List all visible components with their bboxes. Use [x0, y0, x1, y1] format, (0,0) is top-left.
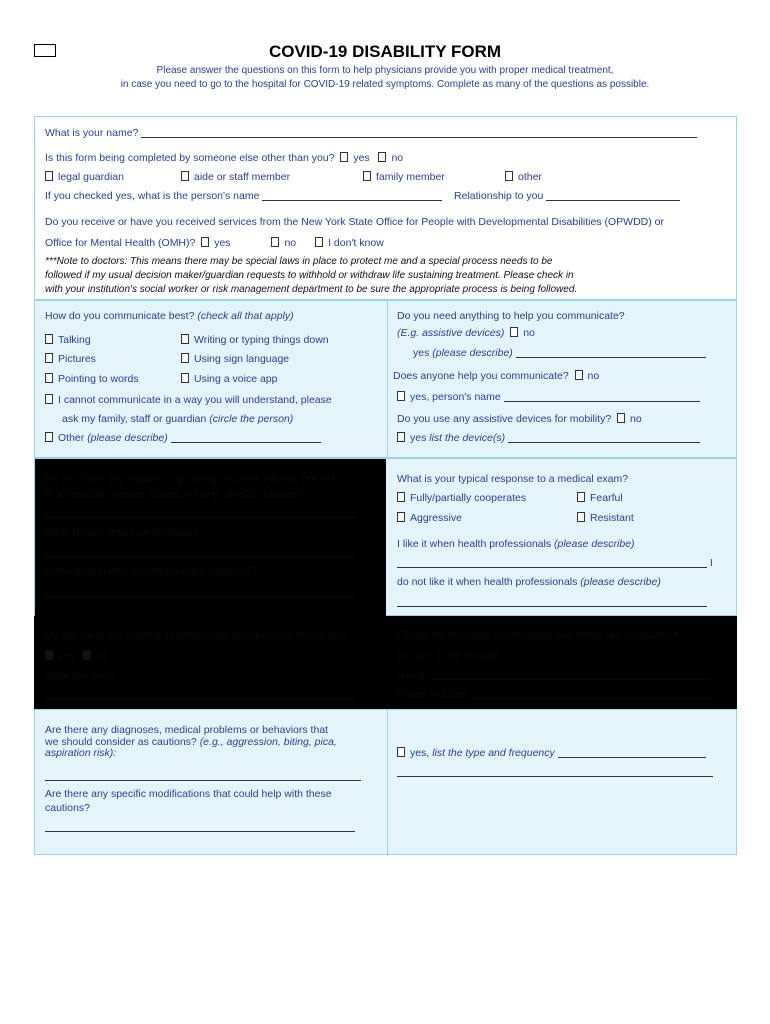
services-yes-label: yes — [214, 237, 231, 249]
dislike-field[interactable] — [397, 596, 707, 607]
need-help-no-label: no — [523, 327, 535, 339]
doctor-name-label: Name — [397, 669, 426, 681]
cooperates-checkbox[interactable] — [397, 492, 405, 502]
mobility-devices-field[interactable] — [508, 432, 700, 443]
caution-hint-2: aspiration risk): — [45, 747, 117, 759]
mobility-question: Do you use any assistive devices for mobility? — [397, 413, 612, 425]
pointing-label: Pointing to words — [58, 373, 139, 385]
doctor-name-field[interactable] — [428, 669, 710, 680]
communication-question: How do you communicate best? — [45, 310, 195, 322]
doctor-note-line-3: with your institution's social worker or risk management department to be sure the appropriate process is being followed. — [45, 284, 578, 295]
cannot-communicate-label: I cannot communicate in a way you will understand, please — [58, 394, 332, 406]
circle-person-hint: (circle the person) — [209, 413, 294, 425]
services-question-line-1: Do you receive or have you received services from the New York State Office for People with Developmental Disabilities (OPWDD) or — [45, 216, 664, 228]
need-help-yes-label: yes — [413, 347, 430, 359]
person-name-question: If you checked yes, what is the person's name — [45, 190, 260, 202]
family-member-label: family member — [376, 171, 445, 183]
writing-checkbox[interactable] — [181, 334, 189, 344]
form-title: COVID-19 DISABILITY FORM — [268, 42, 502, 61]
medical-no-label: no — [96, 650, 108, 662]
response-question: What is your response to triggers? — [45, 527, 205, 539]
mobility-no-label: no — [630, 413, 642, 425]
need-help-describe-hint: (please describe) — [432, 347, 513, 359]
caution-field[interactable] — [45, 770, 361, 781]
doctor-question-line-1: Please list the name of the doctor you would like contacted if — [397, 629, 679, 641]
name-field[interactable] — [141, 127, 697, 138]
caution-hint: (e.g., aggression, biting, pica, — [199, 736, 337, 748]
services-dont-know-checkbox[interactable] — [315, 237, 323, 247]
services-no-label: no — [284, 237, 297, 249]
other-describe-hint: (please describe) — [87, 432, 168, 444]
fearful-checkbox[interactable] — [577, 492, 585, 502]
need-help-question: Do you need anything to help you communicate? — [397, 310, 625, 322]
triggers-field[interactable] — [45, 507, 355, 518]
anyone-helps-question: Does anyone help you communicate? — [393, 370, 569, 382]
sign-language-checkbox[interactable] — [181, 353, 189, 363]
caution-question-line-2: we should consider as cautions? — [45, 736, 197, 748]
modifications-question-line-1: Are there any specific modifications that could help with these — [45, 788, 332, 800]
section-personal-info — [34, 116, 737, 300]
like-label: I like it when health professionals — [397, 538, 552, 550]
mobility-yes-checkbox[interactable] — [397, 432, 405, 442]
relationship-question: Relationship to you — [454, 190, 544, 202]
relationship-field[interactable] — [546, 190, 680, 201]
person-name-label: yes, person's name — [410, 391, 501, 403]
triggers-question: Do you have any triggers — [45, 473, 162, 485]
services-question-line-2: Office for Mental Health (OMH)? — [45, 237, 196, 249]
ask-family-label: ask my family, staff or guardian — [62, 413, 207, 425]
modifications-field[interactable] — [45, 821, 355, 832]
helped-question: How can you best be helped when triggered? — [45, 565, 256, 577]
aggressive-label: Aggressive — [410, 512, 462, 524]
aggressive-checkbox[interactable] — [397, 512, 405, 522]
caution-type-field[interactable] — [558, 747, 706, 758]
like-hint: (please describe) — [554, 538, 635, 550]
voice-app-label: Using a voice app — [194, 373, 278, 385]
sign-language-label: Using sign language — [194, 353, 290, 365]
section-cautions — [34, 709, 737, 855]
person-name-field[interactable] — [262, 190, 442, 201]
exam-question: What is your typical response to a medical exam? — [397, 473, 629, 485]
dont-know-label: I don't know — [328, 237, 384, 249]
someone-else-question: Is this form being completed by someone else other than you? — [45, 152, 335, 164]
legal-guardian-label: legal guardian — [58, 171, 124, 183]
triggers-panel — [35, 459, 386, 616]
other-communication-checkbox[interactable] — [45, 432, 53, 442]
pointing-checkbox[interactable] — [45, 373, 53, 383]
fearful-label: Fearful — [590, 492, 623, 504]
writing-label: Writing or typing things down — [194, 334, 329, 346]
subtitle-line-2: in case you need to go to the hospital for COVID-19 related symptoms. Complete as many of the questions as possible. — [120, 79, 650, 90]
section-communication — [34, 300, 737, 458]
someone-else-yes-checkbox[interactable] — [340, 152, 348, 162]
doctor-note-line-2: followed if my usual decision maker/guardian requests to withhold or withdraw life sustaining treatment. Please check in — [45, 270, 574, 281]
aide-label: aide or staff member — [194, 171, 291, 183]
helped-field[interactable] — [45, 586, 355, 597]
caution-yes-checkbox[interactable] — [397, 747, 405, 757]
dislike-hint: (please describe) — [580, 576, 661, 588]
response-field[interactable] — [45, 546, 355, 557]
cannot-communicate-checkbox[interactable] — [45, 394, 53, 404]
talking-checkbox[interactable] — [45, 334, 53, 344]
services-no-checkbox[interactable] — [271, 237, 279, 247]
section-medical — [34, 616, 737, 709]
like-end-text: I — [709, 557, 713, 569]
dislike-label: do not like it when health professionals — [397, 576, 578, 588]
other-communication-field[interactable] — [171, 432, 321, 443]
triggers-hint-2: of a particular gender, noises, lighting, smells, textures): — [45, 488, 305, 500]
communication-hint: (check all that apply) — [197, 310, 294, 322]
medical-yes-label: yes — [58, 650, 75, 662]
like-field[interactable] — [397, 557, 707, 568]
no-label: no — [391, 152, 404, 164]
caution-yes-label: yes, — [410, 747, 430, 759]
legal-guardian-checkbox[interactable] — [45, 171, 53, 181]
type-frequency-hint: list the type and frequency — [432, 747, 555, 759]
mobility-no-checkbox[interactable] — [617, 413, 625, 423]
assistive-devices-hint: (E.g. assistive devices) — [397, 327, 505, 339]
doctor-phone-label: Phone Number — [397, 688, 468, 700]
triggers-hint: (e.g., being touched, trauma, doctors — [164, 473, 337, 485]
doctor-note-line-1: ***Note to doctors: This means there may be special laws in place to protect me and a special process needs to be — [45, 256, 553, 267]
helper-name-field[interactable] — [504, 391, 700, 402]
resistant-checkbox[interactable] — [577, 512, 585, 522]
medical-problems-field[interactable] — [45, 689, 355, 700]
aide-checkbox[interactable] — [181, 171, 189, 181]
anyone-helps-yes-checkbox[interactable] — [397, 391, 405, 401]
caution-type-field-2[interactable] — [397, 766, 713, 777]
other-relation-checkbox[interactable] — [505, 171, 513, 181]
subtitle-line-1: Please answer the questions on this form to help physicians provide you with proper medical treatment, — [156, 65, 614, 76]
services-yes-checkbox[interactable] — [201, 237, 209, 247]
pictures-label: Pictures — [58, 353, 96, 365]
talking-label: Talking — [58, 334, 91, 346]
doctor-question-line-2: you are at the hospital. — [397, 650, 504, 662]
cooperates-label: Fully/partially cooperates — [410, 492, 527, 504]
voice-app-checkbox[interactable] — [181, 373, 189, 383]
medical-no-checkbox[interactable] — [83, 650, 91, 660]
need-help-no-checkbox[interactable] — [510, 327, 518, 337]
need-help-field[interactable] — [516, 347, 706, 358]
medical-question: Do you have any medical problems that you go to the doctor for? — [45, 629, 347, 641]
name-question: What is your name? — [45, 127, 139, 139]
anyone-helps-no-label: no — [587, 370, 600, 382]
list-devices-hint: list the device(s) — [429, 432, 506, 444]
yes-label: yes — [353, 152, 370, 164]
pictures-checkbox[interactable] — [45, 353, 53, 363]
section-triggers — [34, 458, 737, 616]
doctor-phone-field[interactable] — [471, 688, 711, 699]
family-member-checkbox[interactable] — [363, 171, 371, 181]
medical-yes-checkbox[interactable] — [45, 650, 53, 660]
mobility-yes-label: yes — [410, 432, 427, 444]
caution-question-line-1: Are there any diagnoses, medical problems or behaviors that — [45, 724, 329, 736]
resistant-label: Resistant — [590, 512, 634, 524]
other-relation-label: other — [518, 171, 542, 183]
modifications-question-line-2: cautions? — [45, 802, 90, 814]
someone-else-no-checkbox[interactable] — [378, 152, 386, 162]
anyone-helps-no-checkbox[interactable] — [575, 370, 583, 380]
other-communication-label: Other — [58, 432, 85, 444]
what-are-they-question: What are they? — [45, 670, 117, 682]
